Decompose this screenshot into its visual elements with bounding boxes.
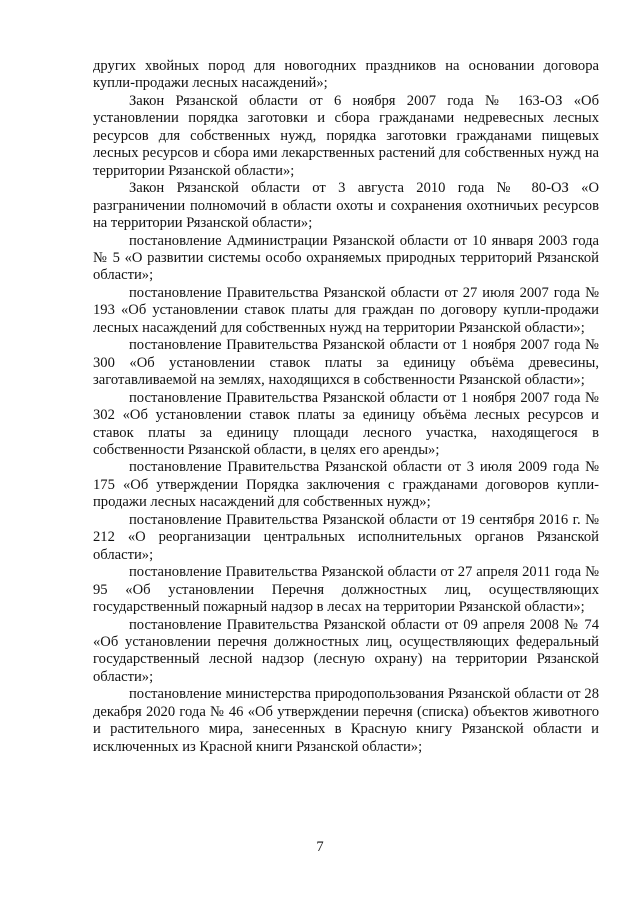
- paragraph-resolution-193: постановление Правительства Рязанской области от 27 июля 2007 года № 193 «Об установлении ставок платы для граждан по договору купли-продажи лесных насаждений для собственных нужд на территории Рязанской области»;: [93, 284, 599, 336]
- paragraph-resolution-74: постановление Правительства Рязанской области от 09 апреля 2008 № 74 «Об установлении перечня должностных лиц, осуществляющих федеральный государственный лесной надзор (лесную охрану) на территории Рязанской области»;: [93, 616, 599, 685]
- paragraph-resolution-300: постановление Правительства Рязанской области от 1 ноября 2007 года № 300 «Об установлении ставок платы за единицу объёма древесины, заготавливаемой на землях, находящихся в собственности Рязанской области»;: [93, 337, 599, 389]
- paragraph-law-80-oz: Закон Рязанской области от 3 августа 2010 года № 80-ОЗ «О разграничении полномочий в области охоты и сохранения охотничьих ресурсов на территории Рязанской области»;: [93, 180, 599, 232]
- paragraph-resolution-95: постановление Правительства Рязанской области от 27 апреля 2011 года № 95 «Об установлении Перечня должностных лиц, осуществляющих государственный пожарный надзор в лесах на территории Рязанской области»;: [93, 564, 599, 616]
- paragraph-resolution-5: постановление Администрации Рязанской области от 10 января 2003 года № 5 «О развитии системы особо охраняемых природных территорий Рязанской области»;: [93, 232, 599, 284]
- paragraph-resolution-302: постановление Правительства Рязанской области от 1 ноября 2007 года № 302 «Об установлении ставок платы за единицу объёма лесных ресурсов и ставок платы за единицу площади лесного участка, находящегося в собственности Рязанской области, в целях его аренды»;: [93, 389, 599, 458]
- paragraph-law-163-oz: Закон Рязанской области от 6 ноября 2007 года № 163-ОЗ «Об установлении порядка заготовки и сбора гражданами недревесных лесных ресурсов для собственных нужд, порядка заготовки гражданами пищевых лесных ресурсов и сбора ими лекарственных растений для собственных нужд на территории Рязанской области»;: [93, 92, 599, 179]
- paragraph-resolution-46: постановление министерства природопользования Рязанской области от 28 декабря 2020 года № 46 «Об утверждении перечня (списка) объектов животного и растительного мира, занесенных в Красную книгу Рязанской области и исключенных из Красной книги Рязанской области»;: [93, 686, 599, 755]
- paragraph-resolution-212: постановление Правительства Рязанской области от 19 сентября 2016 г. № 212 «О реорганизации центральных исполнительных органов Рязанской области»;: [93, 511, 599, 563]
- paragraph-resolution-175: постановление Правительства Рязанской области от 3 июля 2009 года № 175 «Об утверждении Порядка заключения с гражданами договоров купли-продажи лесных насаждений для собственных нужд»;: [93, 459, 599, 511]
- paragraph-continuation: других хвойных пород для новогодних праздников на основании договора купли-продажи лесных насаждений»;: [93, 58, 599, 92]
- page-number: 7: [316, 839, 324, 855]
- document-body: [93, 58, 599, 756]
